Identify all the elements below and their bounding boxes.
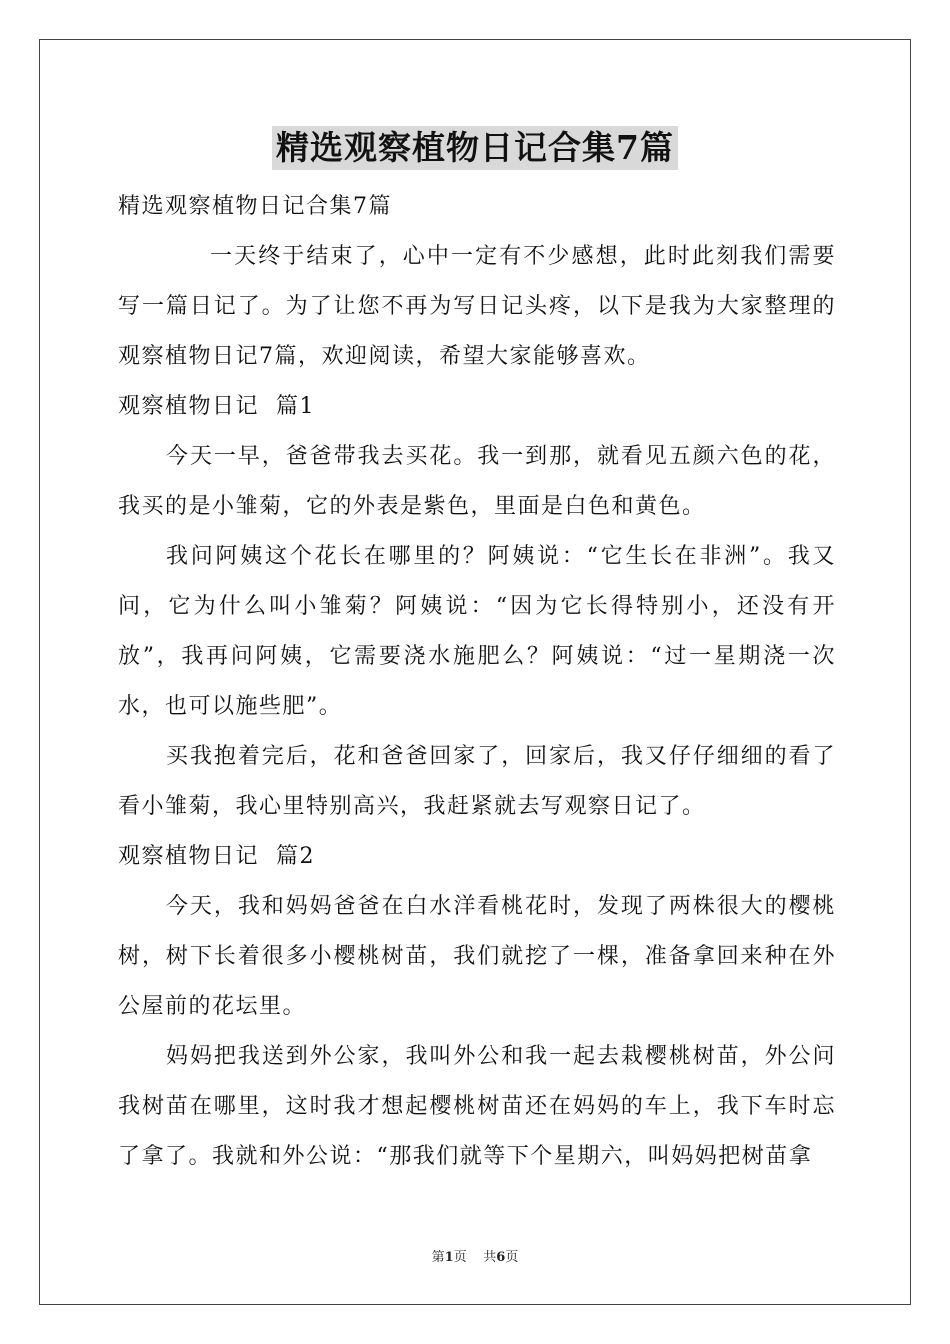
- page-prefix: 第: [431, 1250, 445, 1265]
- page-suffix: 页: [453, 1250, 467, 1265]
- title-wrap: [0, 126, 950, 170]
- total-suffix: 页: [505, 1250, 519, 1265]
- intro-paragraph: 一天终于结束了，心中一定有不少感想，此时此刻我们需要写一篇日记了。为了让您不再为写日记头疼，以下是我为大家整理的观察植物日记7篇，欢迎阅读，希望大家能够喜欢。: [118, 244, 836, 369]
- document-body: [118, 182, 836, 1182]
- paragraph: 妈妈把我送到外公家，我叫外公和我一起去栽樱桃树苗，外公问我树苗在哪里，这时我才想起樱桃树苗还在妈妈的车上，我下车时忘了拿了。我就和外公说：“那我们就等下个星期六，叫妈妈把树苗拿: [118, 1044, 836, 1169]
- paragraph: 今天，我和妈妈爸爸在白水洋看桃花时，发现了两株很大的樱桃树，树下长着很多小樱桃树苗，我们就挖了一棵，准备拿回来种在外公屋前的花坛里。: [118, 894, 836, 1019]
- total-prefix: 共: [483, 1250, 497, 1265]
- total-pages: 6: [496, 1250, 506, 1265]
- section-heading-1: 观察植物日记 篇1: [118, 394, 315, 419]
- paragraph: 买我抱着完后，花和爸爸回家了，回家后，我又仔仔细细的看了看小雏菊，我心里特别高兴，我赶紧就去写观察日记了。: [118, 744, 836, 819]
- page-number: 1: [444, 1250, 454, 1265]
- paragraph: 今天一早，爸爸带我去买花。我一到那，就看见五颜六色的花，我买的是小雏菊，它的外表是紫色，里面是白色和黄色。: [118, 444, 836, 519]
- paragraph: 我问阿姨这个花长在哪里的？阿姨说：“它生长在非洲”。我又问，它为什么叫小雏菊？阿姨说：“因为它长得特别小，还没有开放”，我再问阿姨，它需要浇水施肥么？阿姨说：“过一星期浇一次水，也可以施些肥”。: [118, 544, 836, 719]
- page-footer: [0, 1246, 950, 1265]
- document-subtitle: 精选观察植物日记合集7篇: [118, 194, 392, 219]
- document-title: 精选观察植物日记合集7篇: [272, 126, 678, 170]
- section-heading-2: 观察植物日记 篇2: [118, 844, 315, 869]
